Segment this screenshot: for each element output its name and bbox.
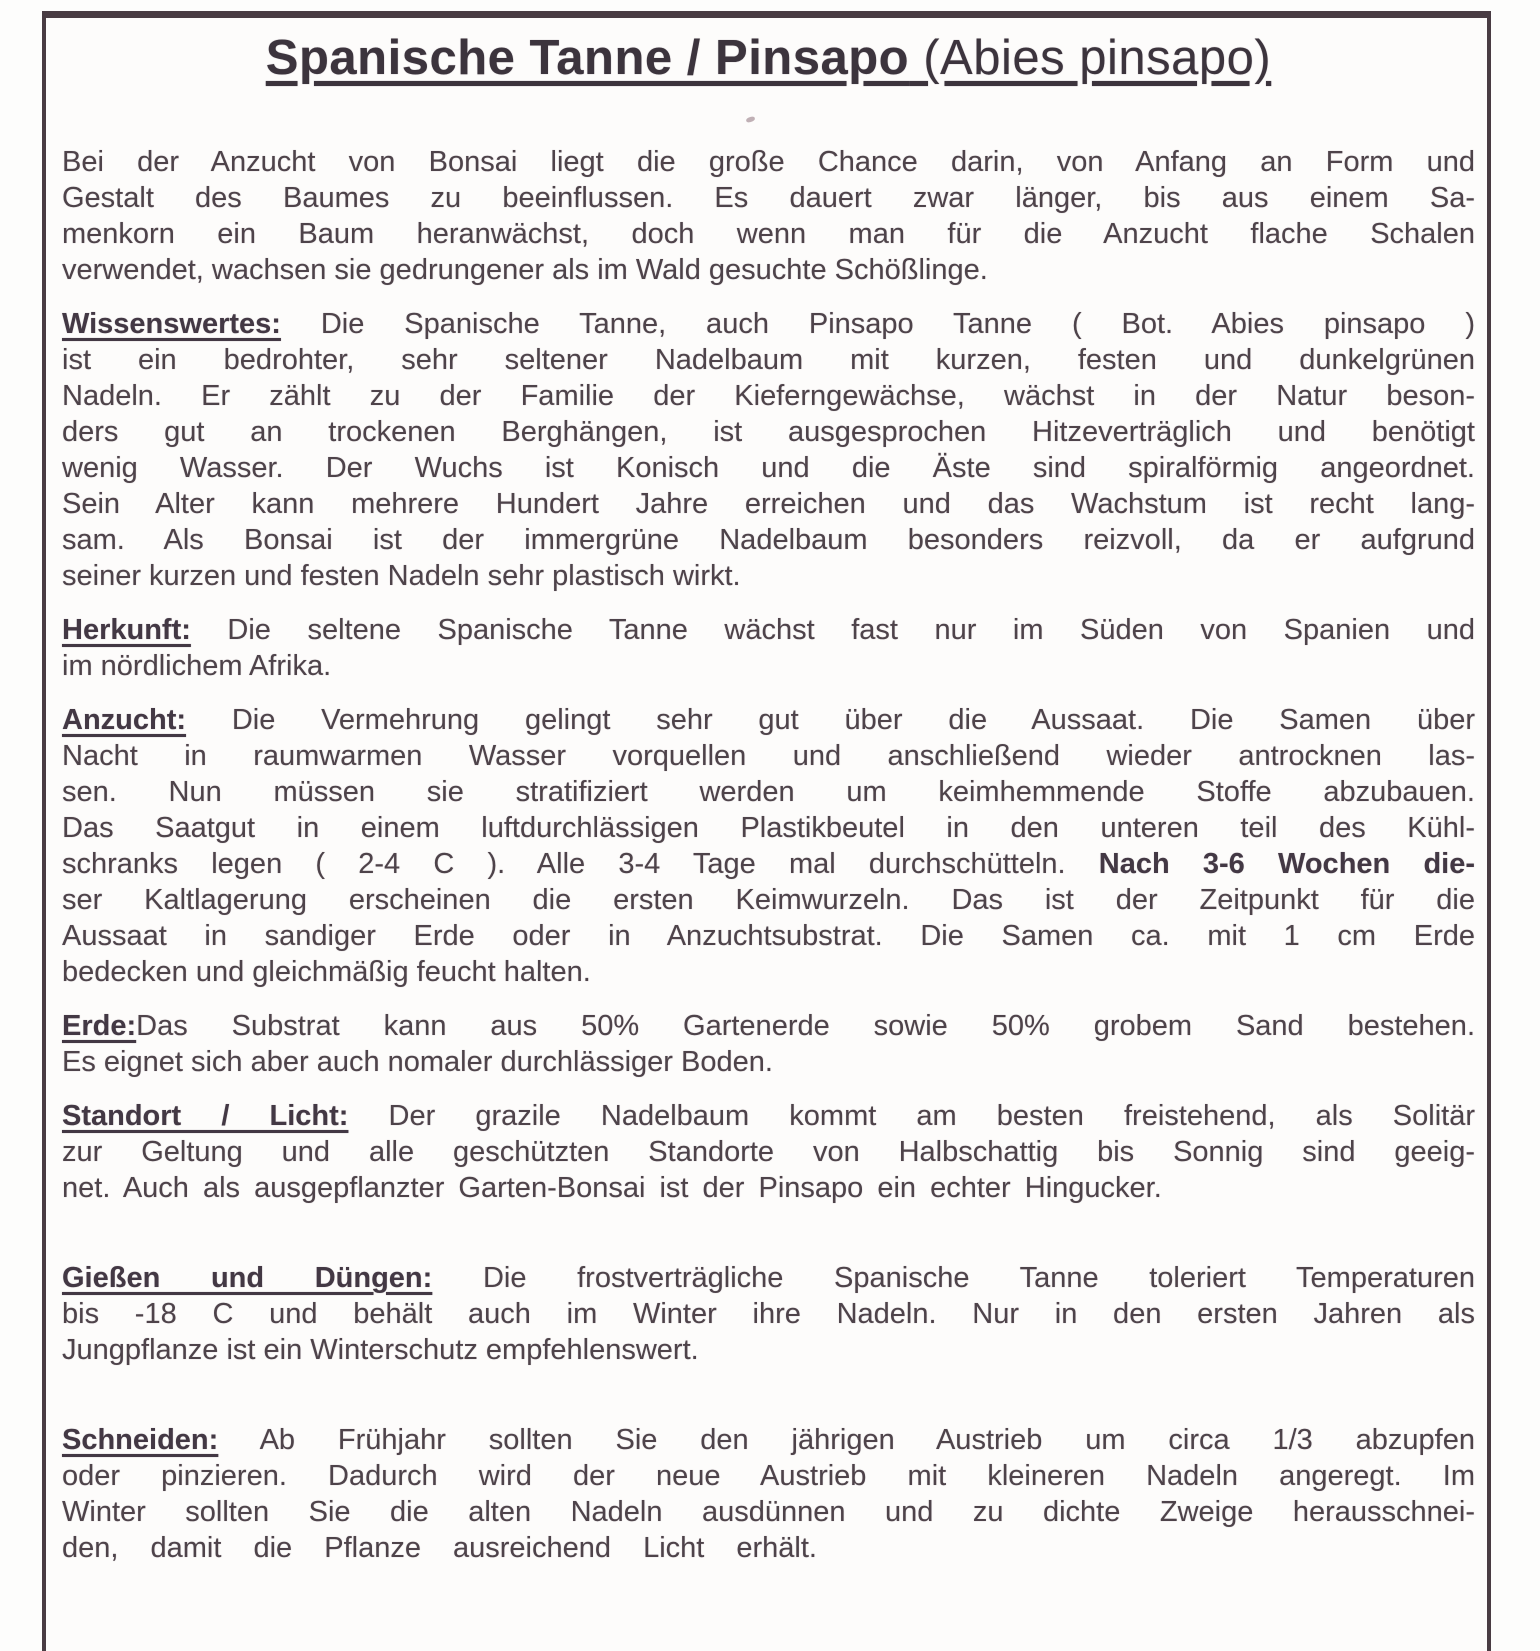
section-header: Wissenswertes:: [62, 308, 281, 341]
line-text: Jungpflanze ist ein Winterschutz empfehlenswert.: [62, 1334, 699, 1367]
text-line: [62, 522, 1475, 558]
line-text: Aussaat in sandiger Erde oder in Anzuchtsubstrat. Die Samen ca. mit 1 cm Erde: [62, 920, 1475, 953]
text-line: [62, 612, 1475, 648]
section-erde: [62, 1008, 1475, 1080]
text-line: [62, 702, 1475, 738]
line-text: verwendet, wachsen sie gedrungener als im Wald gesuchte Schößlinge.: [62, 254, 988, 287]
scan-artifact-dot: [746, 116, 756, 123]
line-text: Gestalt des Baumes zu beeinflussen. Es dauert zwar länger, bis aus einem Sa-: [62, 182, 1475, 215]
line-text: Es eignet sich aber auch nomaler durchlässiger Boden.: [62, 1046, 773, 1079]
line-text: Ab Frühjahr sollten Sie den jährigen Austrieb um circa 1/3 abzupfen: [218, 1424, 1475, 1457]
text-line: [62, 414, 1475, 450]
line-text: zur Geltung und alle geschützten Standorte von Halbschattig bis Sonnig sind geeig-: [62, 1136, 1475, 1169]
text-line: [62, 1422, 1475, 1458]
section-header: Erde:: [62, 1010, 137, 1043]
text-line: [62, 1332, 1475, 1368]
text-line: [62, 1296, 1475, 1332]
section-schneiden: [62, 1422, 1475, 1566]
line-text: ders gut an trockenen Berghängen, ist ausgesprochen Hitzeverträglich und benötigt: [62, 416, 1475, 449]
text-line: [62, 1458, 1475, 1494]
text-line: [62, 738, 1475, 774]
line-text: Die seltene Spanische Tanne wächst fast nur im Süden von Spanien und: [190, 614, 1475, 647]
label-border-box: [42, 11, 1491, 1651]
title-underline: [266, 31, 1271, 85]
section-header: Anzucht:: [62, 704, 187, 737]
line-text: sam. Als Bonsai ist der immergrüne Nadelbaum besonders reizvoll, da er aufgrund: [62, 524, 1475, 557]
line-text: Das Substrat kann aus 50% Gartenerde sowie 50% grobem Sand bestehen.: [136, 1010, 1475, 1043]
line-text: net. Auch als ausgepflanzter Garten-Bonsai ist der Pinsapo ein echter Hingucker.: [62, 1172, 1162, 1205]
text-line: [62, 810, 1475, 846]
line-text: menkorn ein Baum heranwächst, doch wenn man für die Anzucht flache Schalen: [62, 218, 1475, 251]
section-standort-licht: [62, 1098, 1475, 1206]
text-line: [62, 954, 1475, 990]
text-line: [62, 1098, 1475, 1134]
title-main: Spanische Tanne / Pinsapo: [265, 31, 910, 85]
text-line: [62, 144, 1475, 180]
line-text: sen. Nun müssen sie stratifiziert werden um keimhemmende Stoffe abzubauen.: [62, 776, 1475, 809]
text-line: [62, 216, 1475, 252]
line-text: den, damit die Pflanze ausreichend Licht erhält.: [62, 1532, 817, 1565]
line-text: bis -18 C und behält auch im Winter ihre Nadeln. Nur in den ersten Jahren als: [62, 1298, 1475, 1331]
text-line: [62, 1170, 1475, 1206]
line-text: Der grazile Nadelbaum kommt am besten freistehend, als Solitär: [348, 1100, 1475, 1133]
section-intro: [62, 144, 1475, 288]
section-anzucht: [62, 702, 1475, 990]
line-text: Nacht in raumwarmen Wasser vorquellen und anschließend wieder antrocknen las-: [62, 740, 1475, 773]
line-text: schranks legen ( 2-4 C ). Alle 3-4 Tage mal durchschütteln.: [62, 848, 1066, 881]
text-line: [62, 1494, 1475, 1530]
sections-container: [62, 144, 1475, 1566]
text-line: [62, 378, 1475, 414]
text-line: [62, 1044, 1475, 1080]
text-line: [62, 774, 1475, 810]
line-text: ser Kaltlagerung erscheinen die ersten Keimwurzeln. Das ist der Zeitpunkt für die: [62, 884, 1475, 917]
text-line: [62, 342, 1475, 378]
section-header: Schneiden:: [62, 1424, 219, 1457]
title-botanical-name: (Abies pinsapo): [909, 31, 1272, 85]
text-line: [62, 450, 1475, 486]
text-line: [62, 1260, 1475, 1296]
line-text: Das Saatgut in einem luftdurchlässigen Plastikbeutel in den unteren teil des Kühl-: [62, 812, 1475, 845]
line-text: Bei der Anzucht von Bonsai liegt die große Chance darin, von Anfang an Form und: [62, 146, 1475, 179]
line-text: wenig Wasser. Der Wuchs ist Konisch und die Äste sind spiralförmig angeordnet.: [62, 452, 1475, 485]
line-text: Die Spanische Tanne, auch Pinsapo Tanne ( Bot. Abies pinsapo ): [280, 308, 1475, 341]
text-line: [62, 846, 1475, 882]
line-text: Winter sollten Sie die alten Nadeln ausdünnen und zu dichte Zweige herausschnei-: [62, 1496, 1475, 1529]
text-line: [62, 486, 1475, 522]
line-text: im nördlichem Afrika.: [62, 650, 332, 683]
section-header: Standort / Licht:: [62, 1100, 349, 1133]
section-herkunft: [62, 612, 1475, 684]
section-giessen-duengen: [62, 1260, 1475, 1368]
text-line: [62, 306, 1475, 342]
text-line: [62, 180, 1475, 216]
line-text: oder pinzieren. Dadurch wird der neue Austrieb mit kleineren Nadeln angeregt. Im: [62, 1460, 1475, 1493]
line-text: Sein Alter kann mehrere Hundert Jahre erreichen und das Wachstum ist recht lang-: [62, 488, 1475, 521]
text-line: [62, 558, 1475, 594]
text-line: [62, 918, 1475, 954]
line-text: Nadeln. Er zählt zu der Familie der Kieferngewächse, wächst in der Natur beson-: [62, 380, 1475, 413]
section-header: Gießen und Düngen:: [62, 1262, 433, 1295]
text-line: [62, 252, 1475, 288]
line-text: Die frostverträgliche Spanische Tanne toleriert Temperaturen: [432, 1262, 1475, 1295]
text-line: [62, 882, 1475, 918]
text-line: [62, 648, 1475, 684]
text-line: [62, 1530, 1475, 1566]
section-wissenswertes: [62, 306, 1475, 594]
line-text: bedecken und gleichmäßig feucht halten.: [62, 956, 591, 989]
text-line: [62, 1134, 1475, 1170]
bold-phrase: Nach 3-6 Wochen die-: [1065, 848, 1475, 881]
line-text: ist ein bedrohter, sehr seltener Nadelbaum mit kurzen, festen und dunkelgrünen: [62, 344, 1475, 377]
line-text: Die Vermehrung gelingt sehr gut über die Aussaat. Die Samen über: [186, 704, 1475, 737]
text-line: [62, 1008, 1475, 1044]
section-header: Herkunft:: [62, 614, 191, 647]
line-text: seiner kurzen und festen Nadeln sehr plastisch wirkt.: [62, 560, 741, 593]
document-title: [62, 30, 1475, 86]
